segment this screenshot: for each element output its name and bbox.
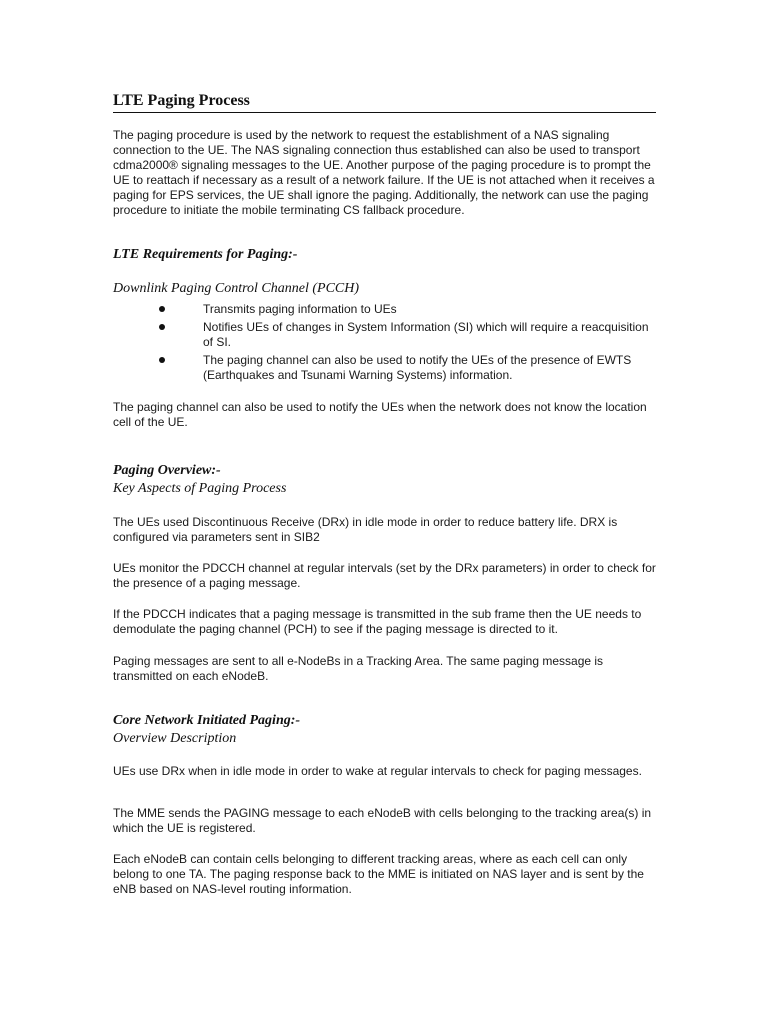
bullet-text: The paging channel can also be used to notify the UEs of the presence of EWTS (Earthquakes and Tsunami Warning Systems) information. <box>203 353 632 382</box>
overview-paragraph: UEs monitor the PDCCH channel at regular intervals (set by the DRx parameters) in order to check for the presence of a paging message. <box>113 561 656 590</box>
document-page <box>113 0 656 1024</box>
overview-heading: Paging Overview:- <box>113 463 221 478</box>
requirements-heading: LTE Requirements for Paging:- <box>113 247 298 262</box>
bullet-item <box>113 353 656 383</box>
pcch-subheading: Downlink Paging Control Channel (PCCH) <box>113 281 360 296</box>
bullet-icon <box>159 357 165 363</box>
requirements-note: The paging channel can also be used to notify the UEs when the network does not know the location cell of the UE. <box>113 400 647 429</box>
core-paragraph: Each eNodeB can contain cells belonging to different tracking areas, where as each cell can only belong to one TA. The paging response back to the MME is initiated on NAS layer and is sent by the eNB based on NAS-level routing information. <box>113 852 644 896</box>
bullet-item <box>113 302 656 317</box>
core-heading: Core Network Initiated Paging:- <box>113 713 301 728</box>
page-title: LTE Paging Process <box>113 91 656 113</box>
overview-paragraph: The UEs used Discontinuous Receive (DRx) in idle mode in order to reduce battery life. DRX is configured via parameters sent in SIB2 <box>113 515 618 544</box>
overview-paragraph: Paging messages are sent to all e-NodeBs in a Tracking Area. The same paging message is transmitted on each eNodeB. <box>113 654 604 683</box>
overview-paragraph: If the PDCCH indicates that a paging message is transmitted in the sub frame then the UE needs to demodulate the paging channel (PCH) to see if the paging message is directed to it. <box>113 607 642 636</box>
core-paragraph: UEs use DRx when in idle mode in order to wake at regular intervals to check for paging messages. <box>113 764 642 778</box>
core-paragraph: The MME sends the PAGING message to each eNodeB with cells belonging to the tracking area(s) in which the UE is registered. <box>113 806 652 835</box>
bullet-text: Notifies UEs of changes in System Information (SI) which will require a reacquisition of SI. <box>203 320 649 349</box>
bullet-item <box>113 320 656 350</box>
bullet-icon <box>159 306 165 312</box>
bullet-text: Transmits paging information to UEs <box>203 302 397 316</box>
overview-subheading: Key Aspects of Paging Process <box>113 481 287 496</box>
bullet-icon <box>159 324 165 330</box>
pcch-bullet-list <box>113 302 656 386</box>
intro-paragraph: The paging procedure is used by the network to request the establishment of a NAS signaling connection to the UE. The NAS signaling connection thus established can also be used to transport cdma2000® signaling messages to the UE. Another purpose of the paging procedure is to prompt the UE to reattach if necessary as a result of a network failure. If the UE is not attached when it receives a paging for EPS services, the UE shall ignore the paging. Additionally, the network can use the paging procedure to initiate the mobile terminating CS fallback procedure. <box>113 128 655 217</box>
core-subheading: Overview Description <box>113 731 237 746</box>
